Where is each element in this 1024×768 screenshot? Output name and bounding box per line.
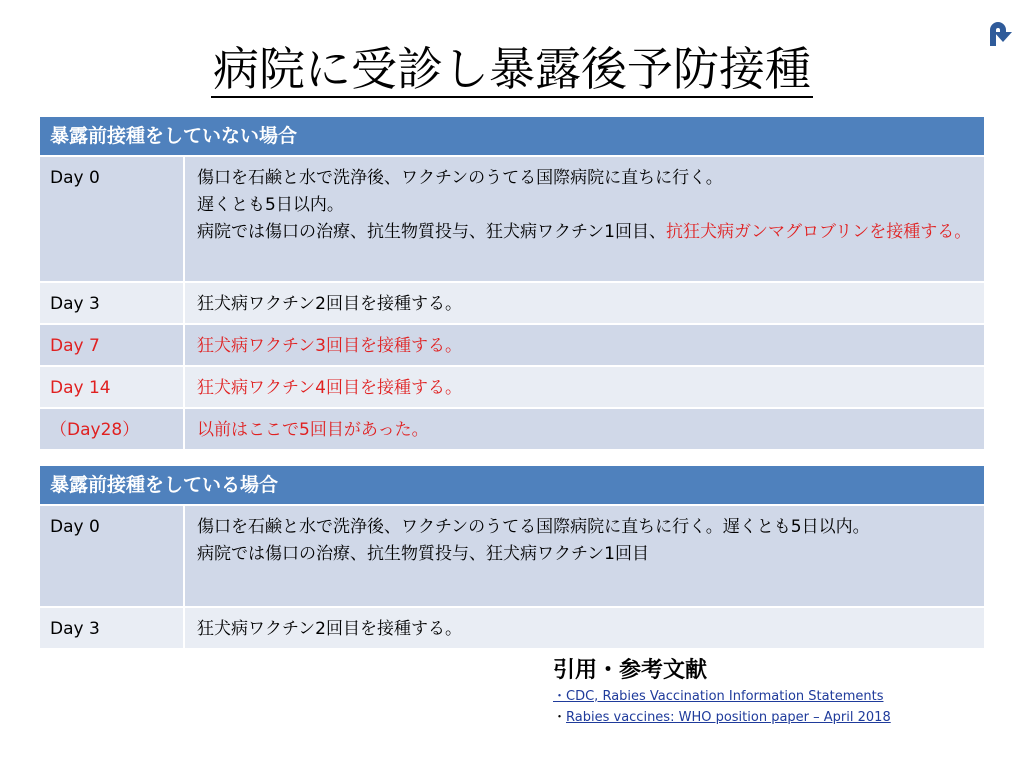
reference-link-who[interactable]: Rabies vaccines: WHO position paper – April 2018 (566, 710, 891, 725)
table-no-pre-exposure (40, 117, 984, 449)
description-line: 傷口を石鹸と水で洗浄後、ワクチンのうてる国際病院に直ちに行く。 (197, 168, 723, 188)
references-title: 引用・参考文献 (553, 658, 708, 683)
day-cell: Day 0 (40, 506, 185, 606)
description-cell (185, 157, 984, 281)
table-pre-exposure (40, 466, 984, 648)
table-header: 暴露前接種をしていない場合 (40, 117, 984, 155)
table-row (40, 281, 984, 323)
description-cell: 狂犬病ワクチン4回目を接種する。 (197, 378, 462, 398)
description-line: 傷口を石鹸と水で洗浄後、ワクチンのうてる国際病院に直ちに行く。遅くとも5日以内。 (197, 517, 870, 537)
table-row (40, 155, 984, 281)
reference-item (553, 686, 891, 707)
description-text: 病院では傷口の治療、抗生物質投与、狂犬病ワクチン1回目、 (197, 222, 666, 242)
description-line: 遅くとも5日以内。 (197, 195, 344, 215)
day-cell: Day 7 (40, 325, 185, 365)
reference-text: CDC, Rabies Vaccination Information Statements (566, 689, 884, 704)
references (553, 656, 891, 728)
reference-item (553, 707, 891, 728)
table-row (40, 407, 984, 449)
table-row (40, 323, 984, 365)
description-cell: 狂犬病ワクチン3回目を接種する。 (197, 336, 462, 356)
table-header: 暴露前接種をしている場合 (40, 466, 984, 504)
table-row (40, 365, 984, 407)
day-cell: Day 0 (40, 157, 185, 281)
description-line (197, 219, 972, 246)
table-row (40, 504, 984, 606)
table-row (40, 606, 984, 648)
description-cell: 狂犬病ワクチン2回目を接種する。 (197, 619, 462, 639)
highlight-text: 抗狂犬病ガンマグロブリンを接種する。 (665, 222, 972, 242)
page-title (0, 34, 1024, 104)
page-title-text: 病院に受診し暴露後予防接種 (213, 42, 811, 96)
day-cell: Day 14 (40, 367, 185, 407)
reference-link-cdc[interactable] (553, 689, 884, 704)
bullet: ・ (553, 689, 567, 704)
description-cell: 狂犬病ワクチン2回目を接種する。 (197, 294, 462, 314)
day-cell: Day 3 (40, 608, 185, 648)
description-cell: 以前はここで5回目があった。 (197, 420, 429, 440)
description-line: 病院では傷口の治療、抗生物質投与、狂犬病ワクチン1回目 (197, 544, 649, 564)
bullet: ・ (553, 710, 567, 725)
description-cell (185, 506, 984, 606)
day-cell: Day 3 (40, 283, 185, 323)
day-cell: （Day28） (40, 409, 185, 449)
